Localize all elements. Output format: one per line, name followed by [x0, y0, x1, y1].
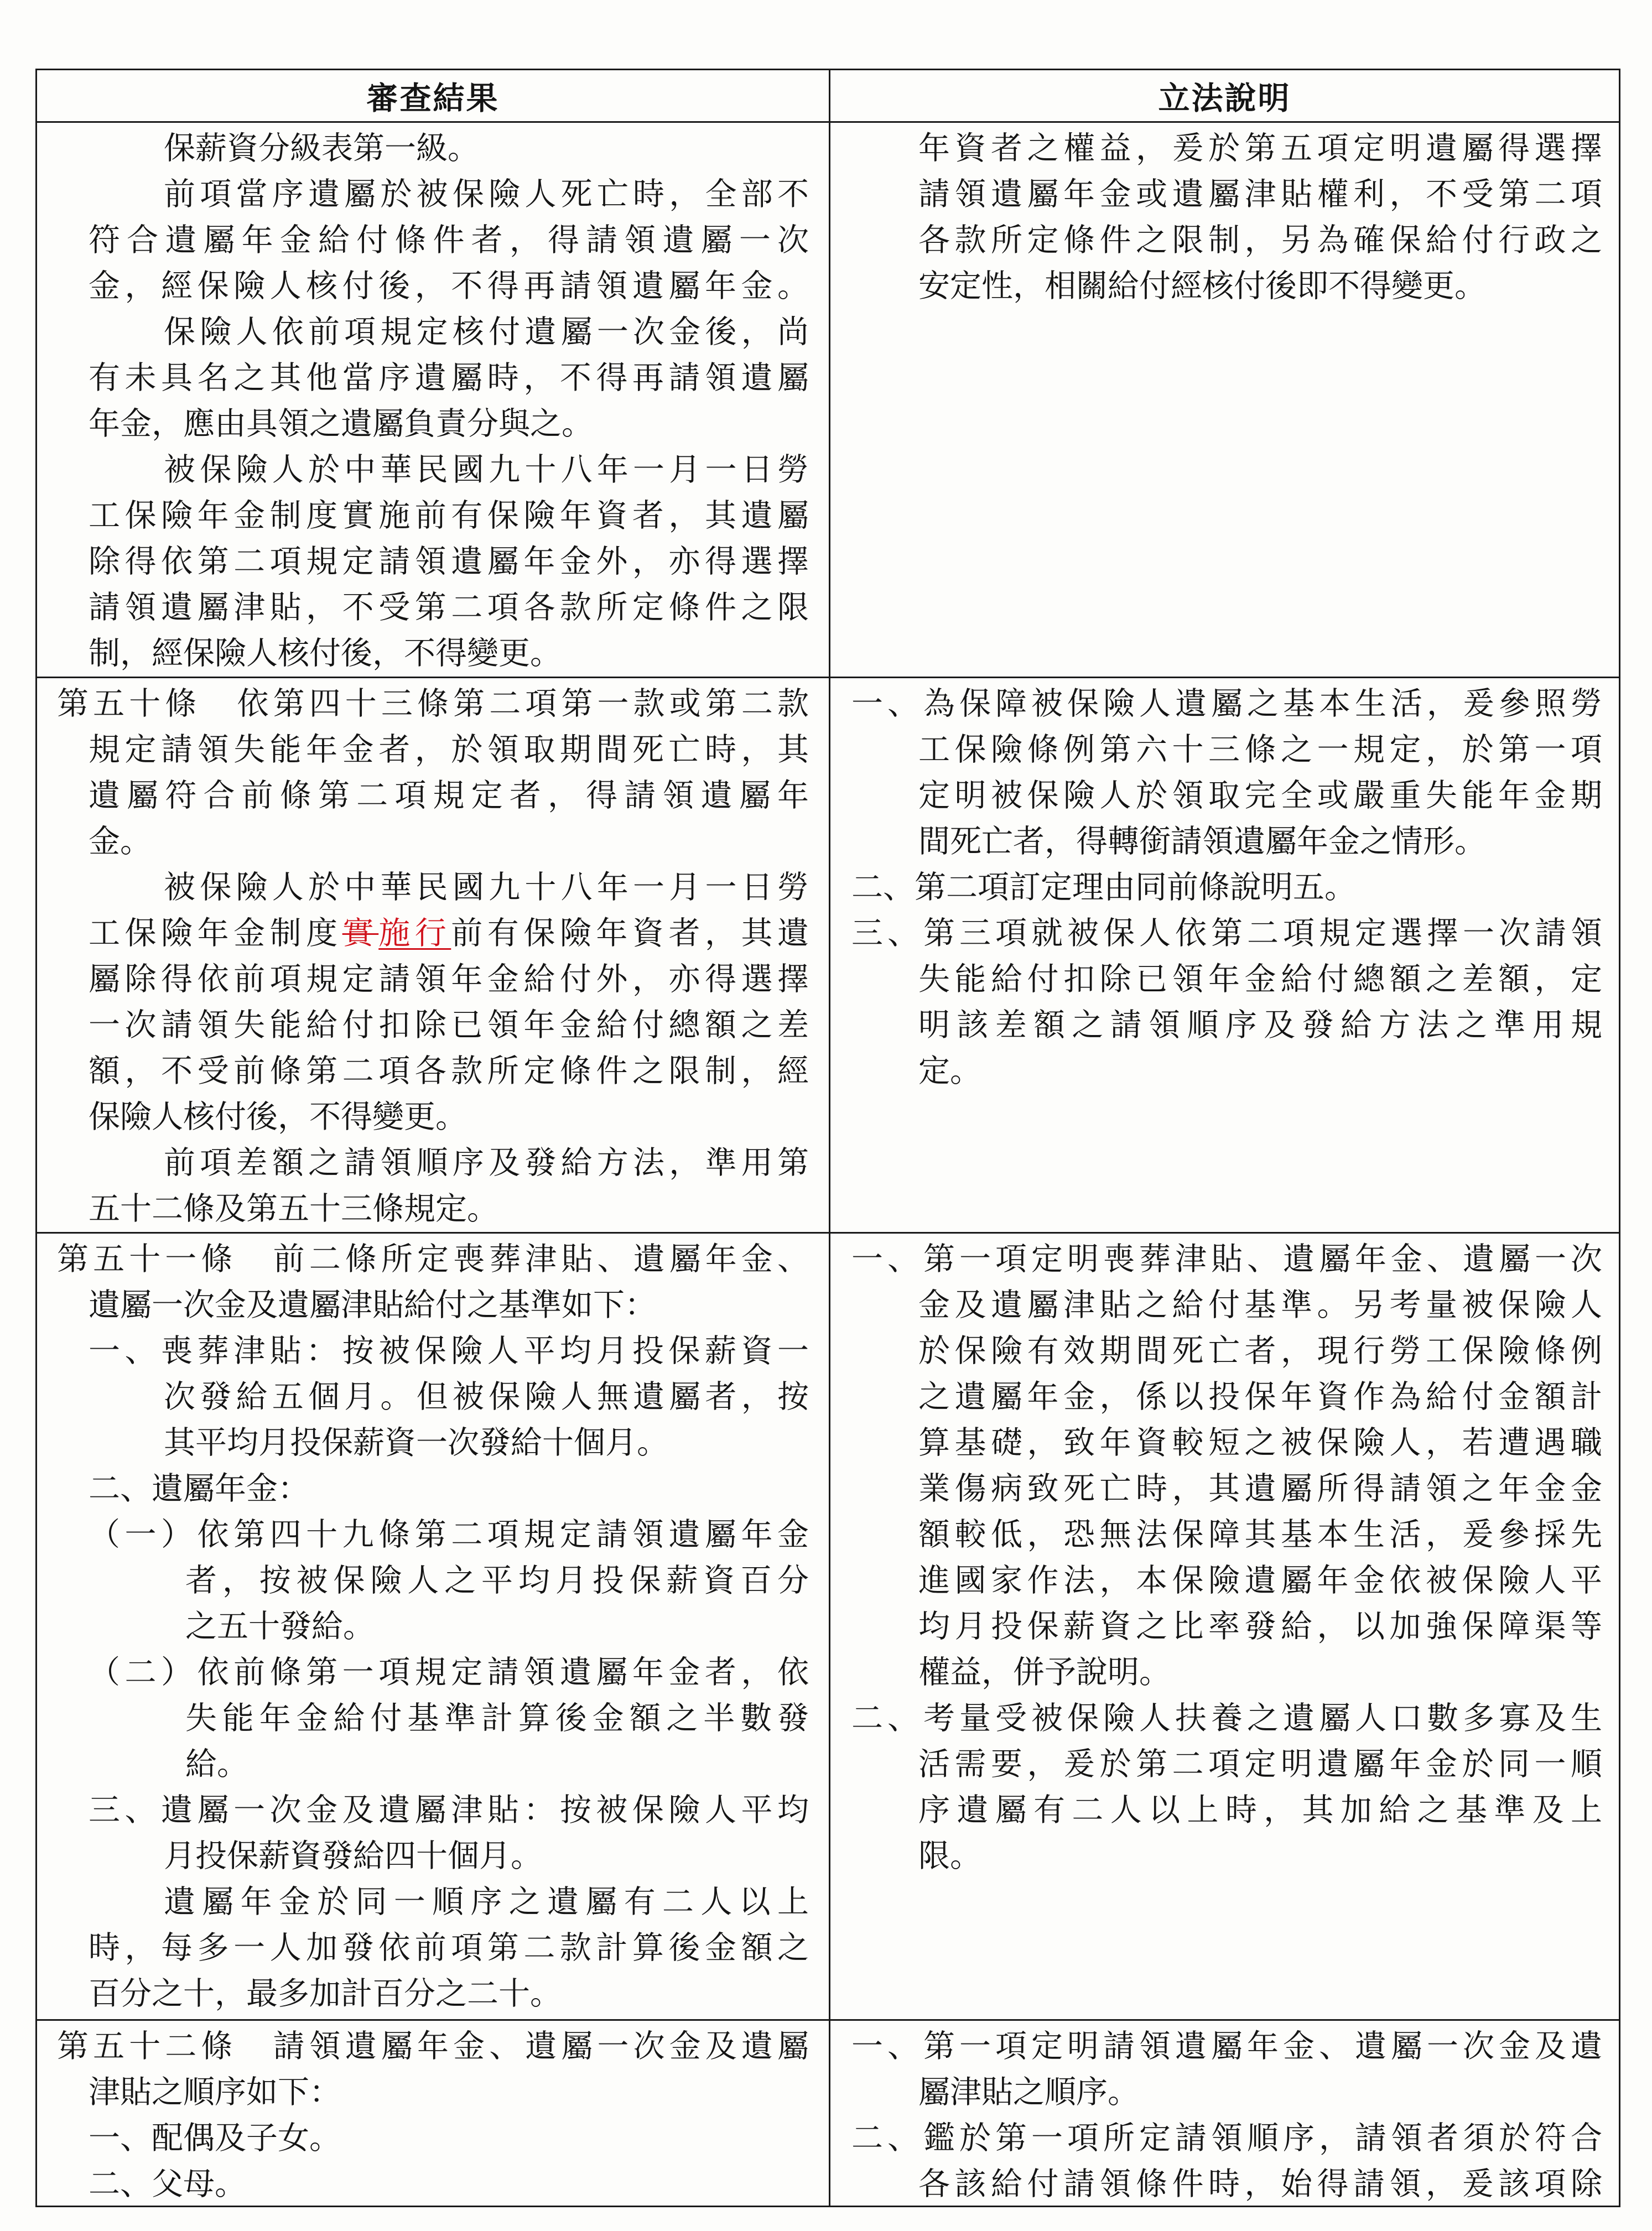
review-text-line: 除得依第二項規定請領遺屬年金外，亦得選擇 — [89, 543, 809, 580]
review-text-line: 月投保薪資發給四十個月。 — [164, 1838, 542, 1874]
inserted-text: 施行 — [378, 915, 451, 951]
review-text-line: 規定請領失能年金者，於領取期間死亡時，其 — [89, 731, 809, 768]
explanation-text-line: 均月投保薪資之比率發給，以加強保障渠等 — [918, 1608, 1602, 1645]
explanation-cell — [830, 2021, 1620, 2207]
review-text-line: 金，經保險人核付後，不得再請領遺屬年金。 — [89, 268, 809, 304]
explanation-text-line: 間死亡者，得轉銜請領遺屬年金之情形。 — [918, 823, 1486, 860]
review-text-line: 工保險年金制度實施前有保險年資者，其遺屬 — [89, 497, 809, 534]
review-text-line: 被保險人於中華民國九十八年一月一日勞 — [164, 869, 809, 906]
review-text-line: 者，按被保險人之平均月投保薪資百分 — [185, 1562, 809, 1599]
review-text-line: 百分之十，最多加計百分之二十。 — [89, 1975, 562, 2012]
review-cell — [37, 2021, 830, 2207]
article-50-heading-line: 第五十條 依第四十三條第二項第一款或第二款 — [57, 685, 809, 722]
explanation-text-line: 二、鑑於第一項所定請領順序，請領者須於符合 — [851, 2120, 1602, 2156]
explanation-text-line: 年資者之權益，爰於第五項定明遺屬得選擇 — [918, 130, 1602, 167]
review-text-line: 一、配偶及子女。 — [89, 2120, 341, 2156]
explanation-text-line: 於保險有效期間死亡者，現行勞工保險條例 — [918, 1333, 1602, 1369]
explanation-text-line: 二、考量受被保險人扶養之遺屬人口數多寡及生 — [851, 1700, 1602, 1736]
review-text-line: 請領遺屬津貼，不受第二項各款所定條件之限 — [89, 589, 809, 626]
review-cell — [37, 123, 830, 678]
review-text-line: 屬除得依前項規定請領年金給付外，亦得選擇 — [89, 961, 809, 997]
review-text-line: （一）依第四十九條第二項規定請領遺屬年金 — [89, 1516, 809, 1553]
unchanged-text: 前有保險年資者，其遺 — [451, 915, 809, 951]
review-text-line: 保薪資分級表第一級。 — [164, 130, 479, 167]
review-text-line: 符合遺屬年金給付條件者，得請領遺屬一次 — [89, 222, 809, 258]
explanation-text-line: 限。 — [918, 1838, 981, 1874]
explanation-text-line: 一、第一項定明請領遺屬年金、遺屬一次金及遺 — [851, 2028, 1602, 2064]
explanation-text-line: 業傷病致死亡時，其遺屬所得請領之年金金 — [918, 1470, 1602, 1507]
unchanged-text: 工保險年金制度 — [89, 915, 342, 951]
review-text-line: 給。 — [185, 1746, 248, 1782]
review-text-line: 遺屬一次金及遺屬津貼給付之基準如下： — [89, 1287, 656, 1323]
review-text-line: 金。 — [89, 823, 152, 860]
explanation-text-line: 失能給付扣除已領年金給付總額之差額，定 — [918, 961, 1602, 997]
explanation-text-line: 各該給付請領條件時，始得請領，爰該項除 — [918, 2166, 1602, 2202]
explanation-text-line: 額較低，恐無法保障其基本生活，爰參採先 — [918, 1516, 1602, 1553]
explanation-text-line: 一、第一項定明喪葬津貼、遺屬年金、遺屬一次 — [851, 1241, 1602, 1277]
article-51-heading-line: 第五十一條 前二條所定喪葬津貼、遺屬年金、 — [57, 1241, 809, 1277]
review-text-line: 年金，應由具領之遺屬負責分與之。 — [89, 405, 593, 442]
review-text-line: 之五十發給。 — [185, 1608, 375, 1645]
explanation-text-line: 明該差額之請領順序及發給方法之準用規 — [918, 1007, 1602, 1043]
explanation-text-line: 三、第三項就被保人依第二項規定選擇一次請領 — [851, 915, 1602, 951]
explanation-text-line: 屬津貼之順序。 — [918, 2074, 1139, 2110]
review-text-line: 時，每多一人加發依前項第二款計算後金額之 — [89, 1930, 809, 1966]
explanation-text-line: 金及遺屬津貼之給付基準。另考量被保險人 — [918, 1287, 1602, 1323]
review-text-line: 其平均月投保薪資一次發給十個月。 — [164, 1424, 668, 1461]
review-text-line: 額，不受前條第二項各款所定條件之限制，經 — [89, 1053, 809, 1089]
explanation-cell — [830, 678, 1620, 1234]
review-text-line: 失能年金給付基準計算後金額之半數發 — [185, 1700, 809, 1736]
review-text-line: 制，經保險人核付後，不得變更。 — [89, 635, 562, 672]
review-text-line: 次發給五個月。但被保險人無遺屬者，按 — [164, 1379, 809, 1415]
review-text-line: 三、遺屬一次金及遺屬津貼：按被保險人平均 — [89, 1792, 809, 1828]
review-cell — [37, 1234, 830, 2021]
header-review-result: 審查結果 — [37, 70, 830, 123]
comparison-table — [35, 69, 1620, 2207]
review-text-line: 一、喪葬津貼：按被保險人平均月投保薪資一 — [89, 1333, 809, 1369]
header-legislative-explanation: 立法說明 — [830, 70, 1620, 123]
explanation-text-line: 序遺屬有二人以上時，其加給之基準及上 — [918, 1792, 1602, 1828]
review-text-line: 遺屬符合前條第二項規定者，得請領遺屬年 — [89, 777, 809, 814]
review-text-line: 有未具名之其他當序遺屬時，不得再請領遺屬 — [89, 360, 809, 396]
explanation-text-line: 定。 — [918, 1053, 981, 1089]
review-text-line: 被保險人於中華民國九十八年一月一日勞 — [164, 451, 809, 488]
explanation-text-line: 之遺屬年金，係以投保年資作為給付金額計 — [918, 1379, 1602, 1415]
review-text-line: 一次請領失能給付扣除已領年金給付總額之差 — [89, 1007, 809, 1043]
review-text-line: 保險人依前項規定核付遺屬一次金後，尚 — [164, 314, 809, 350]
explanation-text-line: 二、第二項訂定理由同前條說明五。 — [851, 869, 1356, 906]
review-text-line: 津貼之順序如下： — [89, 2074, 341, 2110]
review-text-line: 保險人核付後，不得變更。 — [89, 1099, 467, 1135]
review-text-line: 遺屬年金於同一順序之遺屬有二人以上 — [164, 1884, 809, 1920]
review-cell — [37, 678, 830, 1234]
explanation-text-line: 算基礎，致年資較短之被保險人，若遭遇職 — [918, 1424, 1602, 1461]
deleted-text: 實 — [342, 915, 379, 951]
explanation-cell — [830, 1234, 1620, 2021]
review-text-line-revised — [57, 911, 809, 956]
explanation-text-line: 一、為保障被保險人遺屬之基本生活，爰參照勞 — [851, 685, 1602, 722]
review-text-line: （二）依前條第一項規定請領遺屬年金者，依 — [89, 1654, 809, 1691]
explanation-text-line: 活需要，爰於第二項定明遺屬年金於同一順 — [918, 1746, 1602, 1782]
review-text-line: 五十二條及第五十三條規定。 — [89, 1190, 498, 1227]
explanation-text-line: 請領遺屬年金或遺屬津貼權利，不受第二項 — [918, 176, 1602, 212]
review-text-line: 二、遺屬年金： — [89, 1470, 309, 1507]
review-text-line: 前項差額之請領順序及發給方法，準用第 — [164, 1145, 809, 1181]
explanation-text-line: 權益，併予說明。 — [918, 1654, 1171, 1691]
explanation-text-line: 工保險條例第六十三條之一規定，於第一項 — [918, 731, 1602, 768]
explanation-text-line: 進國家作法，本保險遺屬年金依被保險人平 — [918, 1562, 1602, 1599]
explanation-text-line: 定明被保險人於領取完全或嚴重失能年金期 — [918, 777, 1602, 814]
explanation-text-line: 安定性，相關給付經核付後即不得變更。 — [918, 268, 1486, 304]
review-text-line: 二、父母。 — [89, 2166, 246, 2202]
review-text-line: 前項當序遺屬於被保險人死亡時，全部不 — [164, 176, 809, 212]
explanation-text-line: 各款所定條件之限制，另為確保給付行政之 — [918, 222, 1602, 258]
explanation-cell — [830, 123, 1620, 678]
article-52-heading-line: 第五十二條 請領遺屬年金、遺屬一次金及遺屬 — [57, 2028, 809, 2064]
